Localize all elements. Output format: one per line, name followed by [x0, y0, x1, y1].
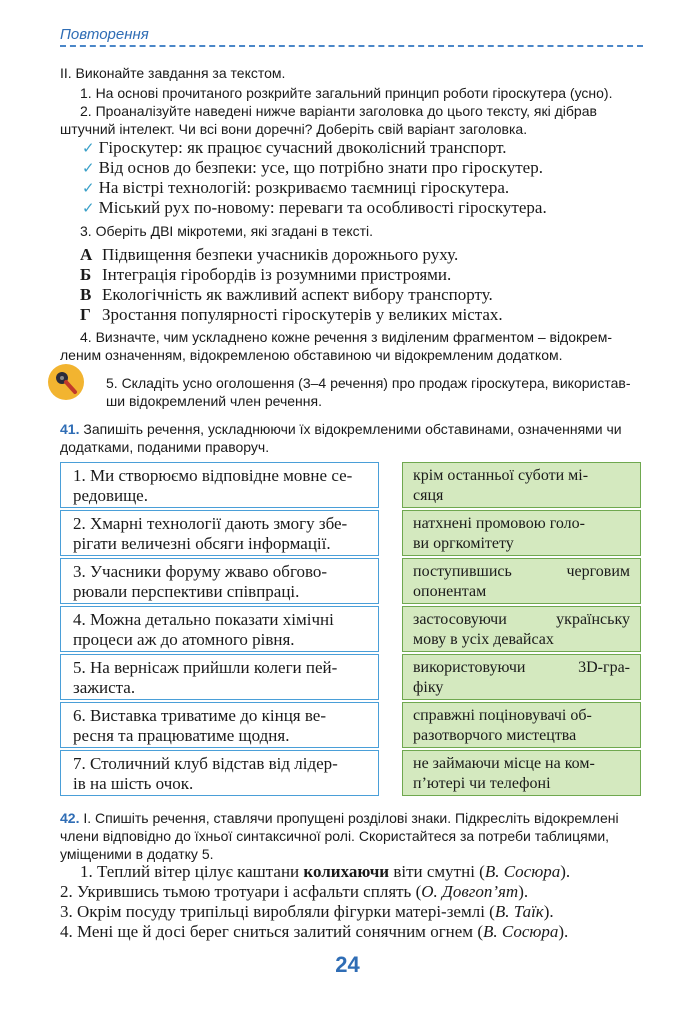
phrase-box: застосовуючи українську мову в усіх девайсах — [402, 606, 641, 652]
option-v: В Екологічність як важливий аспект вибору транспорту. — [80, 285, 493, 304]
check-icon: ✓ — [82, 199, 95, 217]
exercise-42-instruction-line2: члени відповідно до їхньої синтаксичної ролі. Скористайтеся за потреби таблицями, — [60, 828, 610, 844]
sentence-4: 4. Мені ще й досі берег сниться залитий сонячним огнем (В. Сосюра). — [60, 922, 569, 941]
title-option: ✓ Міський рух по-новому: переваги та особливості гіроскутера. — [82, 198, 547, 217]
sentence-2: 2. Укрившись тьмою тротуари і асфальти сплять (О. Довгоп’ят). — [60, 882, 529, 901]
phrase-box: крім останньої суботи мі- сяця — [402, 462, 641, 508]
sentence-box: 1. Ми створюємо відповідне мовне се- редовище. — [60, 462, 379, 508]
exercise-41-instruction-line2: додатками, поданими праворуч. — [60, 439, 270, 455]
sentence-box: 3. Учасники форуму жваво обгово- рювали перспективи співпраці. — [60, 558, 379, 604]
task-5-line2: ши відокремлений член речення. — [106, 393, 322, 409]
task-4-line1: 4. Визначте, чим ускладнено кожне речення з виділеним фрагментом – відокрем- — [80, 329, 612, 345]
option-a: А Підвищення безпеки учасників дорожнього руху. — [80, 245, 459, 264]
microphone-icon — [48, 364, 84, 400]
task-1: 1. На основі прочитаного розкрийте загальний принцип роботи гіроскутера (усно). — [80, 85, 613, 101]
option-b: Б Інтеграція гіробордів із розумними пристроями. — [80, 265, 452, 284]
task-3: 3. Оберіть ДВІ мікротеми, які згадані в тексті. — [80, 223, 374, 239]
microtopic-options — [80, 245, 503, 325]
sentence-box: 7. Столичний клуб відстав від лідер- ів на шість очок. — [60, 750, 379, 796]
title-option: ✓ На вістрі технологій: розкриваємо таємниці гіроскутера. — [82, 178, 510, 197]
sentence-box: 2. Хмарні технології дають змогу збе- рігати величезні обсяги інформації. — [60, 510, 379, 556]
exercise-42-instruction-line1: 42. І. Спишіть речення, ставлячи пропущені розділові знаки. Підкресліть відокремлені — [60, 810, 619, 826]
check-icon: ✓ — [82, 159, 95, 177]
sentence-1: 1. Теплий вітер цілує каштани колихаючи віти смутні (В. Сосюра). — [80, 862, 571, 881]
task-4-line2: леним означенням, відокремленою обставиною чи відокремленим додатком. — [60, 347, 563, 363]
phrase-box: натхнені промовою голо- ви оргкомітету — [402, 510, 641, 556]
sentence-box: 4. Можна детально показати хімічні процеси аж до атомного рівня. — [60, 606, 379, 652]
check-icon: ✓ — [82, 179, 95, 197]
sentence-box: 5. На вернісаж прийшли колеги пей- зажиста. — [60, 654, 379, 700]
title-option-list — [82, 138, 547, 218]
header-divider — [60, 45, 643, 47]
phrase-box: використовуючи 3D-гра- фіку — [402, 654, 641, 700]
option-h: Г Зростання популярності гіроскутерів у великих містах. — [80, 305, 503, 324]
title-option: ✓ Від основ до безпеки: усе, що потрібно знати про гіроскутер. — [82, 158, 543, 177]
exercise-number: 42. — [60, 810, 80, 826]
sentence-box: 6. Виставка триватиме до кінця ве- ресня та працюватиме щодня. — [60, 702, 379, 748]
phrase-box: поступившись черговим опонентам — [402, 558, 641, 604]
phrase-box: справжні поціновувачі об- разотворчого мистецтва — [402, 702, 641, 748]
exercise-41-instruction-line1: 41. Запишіть речення, ускладнюючи їх відокремленими обставинами, означеннями чи — [60, 421, 622, 437]
exercise-number: 41. — [60, 421, 80, 437]
task-5-line1: 5. Складіть усно оголошення (3–4 речення) про продаж гіроскутера, використав- — [106, 375, 631, 391]
exercise-42-instruction-line3: уміщеними в додатку 5. — [60, 846, 214, 862]
section-title: II. Виконайте завдання за текстом. — [60, 65, 286, 81]
title-option: ✓ Гіроскутер: як працює сучасний двоколісний транспорт. — [82, 138, 507, 157]
phrase-box: не займаючи місце на ком- п’ютері чи телефоні — [402, 750, 641, 796]
task-2-line2: штучний інтелект. Чи всі вони доречні? Доберіть свій варіант заголовка. — [60, 121, 528, 137]
task-2-line1: 2. Проаналізуйте наведені нижче варіанти заголовка до цього тексту, які дібрав — [80, 103, 597, 119]
section-header: Повторення — [60, 26, 149, 43]
check-icon: ✓ — [82, 139, 95, 157]
sentence-3: 3. Окрім посуду трипільці виробляли фігурки матері-землі (В. Таїк). — [60, 902, 554, 921]
page-number: 24 — [335, 952, 360, 977]
